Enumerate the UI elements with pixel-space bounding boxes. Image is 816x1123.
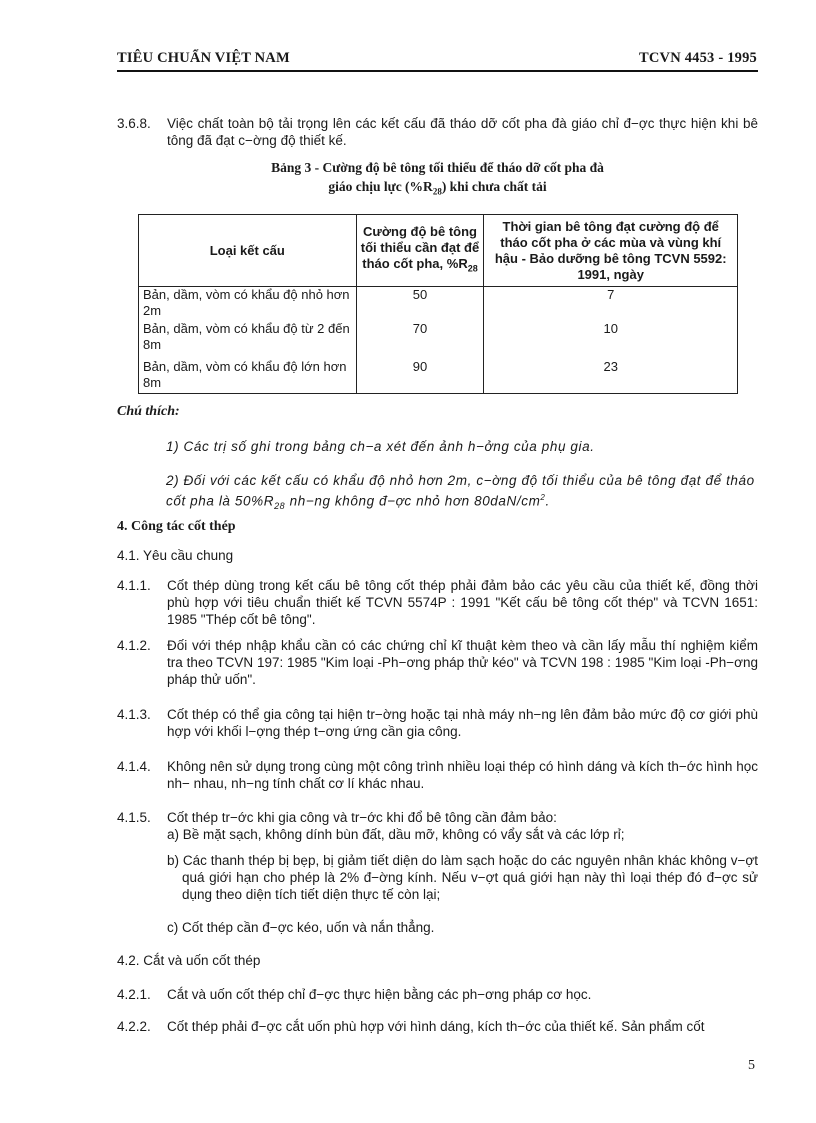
section-4-title: 4. Công tác cốt thép <box>117 519 236 534</box>
clause-text: Cốt thép tr−ớc khi gia công và tr−ớc khi đổ bê tông cần đảm bảo: <box>167 810 557 825</box>
clause-3-6-8 <box>117 115 758 149</box>
note-2-superscript: 2 <box>540 493 546 502</box>
clause-4-1-3 <box>117 706 758 740</box>
clause-number: 4.2.1. <box>117 987 151 1002</box>
clause-text: Đối với thép nhập khẩu cần có các chứng chỉ kĩ thuật kèm theo và cần lấy mẫu thí nghiệm kiểm tra theo TCVN 197: 1985 "Kim loại -Ph−ơng pháp thử kéo" và TCVN 198 : 1985 "Kim loại -Ph−ơng pháp thử uốn". <box>167 638 758 687</box>
table-row <box>139 359 738 394</box>
note-2-text-a: 2) Đối với các kết cấu có khẩu độ nhỏ hơn 2m, c−ờng độ tối thiểu của bê tông đạt để tháo cốt pha là 50%R <box>166 473 755 509</box>
clause-item-a: a) Bề mặt sạch, không dính bùn đất, dầu mỡ, không có vẩy sắt và các lớp rỉ; <box>167 827 625 842</box>
cell-structure-type: Bản, dầm, vòm có khẩu độ nhỏ hơn 2m <box>139 287 357 321</box>
note-1: 1) Các trị số ghi trong bảng ch−a xét đến ảnh h−ởng của phụ gia. <box>166 439 595 454</box>
section-4-1-title: 4.1. Yêu cầu chung <box>117 548 234 563</box>
header-standard-name: TIÊU CHUẨN VIỆT NAM <box>117 50 290 66</box>
table-3 <box>138 214 738 394</box>
clause-number: 4.2.2. <box>117 1019 151 1034</box>
table-header-curing-days: Thời gian bê tông đạt cường độ để tháo cốt pha ở các mùa và vùng khí hậu - Bảo dưỡng bê tông TCVN 5592: 1991, ngày <box>484 215 738 287</box>
note-2-text-c: . <box>545 493 550 509</box>
clause-4-2-2 <box>117 1018 758 1035</box>
clause-item-c: c) Cốt thép cần đ−ợc kéo, uốn và nắn thẳng. <box>167 920 435 935</box>
cell-structure-type: Bản, dầm, vòm có khẩu độ từ 2 đến 8m <box>139 321 357 359</box>
clause-text: Cốt thép phải đ−ợc cắt uốn phù hợp với hình dáng, kích th−ớc của thiết kế. Sản phẩm cốt <box>167 1019 705 1034</box>
clause-4-1-4 <box>117 758 758 792</box>
clause-number: 4.1.3. <box>117 707 151 722</box>
cell-strength: 90 <box>356 359 484 394</box>
page-number: 5 <box>748 1058 755 1073</box>
cell-days: 7 <box>484 287 738 321</box>
note-2 <box>166 472 758 515</box>
header-strength-text: Cường độ bê tông tối thiểu cần đạt để tháo cốt pha, %R <box>360 224 480 272</box>
table-caption <box>117 158 758 202</box>
clause-number: 4.1.4. <box>117 759 151 774</box>
note-2-subscript: 28 <box>274 501 286 512</box>
header-strength-subscript: 28 <box>467 263 478 274</box>
table-header-min-strength <box>356 215 484 287</box>
clause-number: 4.1.5. <box>117 810 151 825</box>
table-row <box>139 287 738 321</box>
note-2-text-b: nh−ng không đ−ợc nhỏ hơn 80daN/cm <box>285 493 541 509</box>
clause-text: Cốt thép có thể gia công tại hiện tr−ờng hoặc tại nhà máy nh−ng lên đảm bảo mức độ cơ giới phù hợp với khối l−ợng thép t−ơng ứng cần gia công. <box>167 707 758 739</box>
clause-text: Việc chất toàn bộ tải trọng lên các kết cấu đã tháo dỡ cốt pha đà giáo chỉ đ−ợc thực hiện khi bê tông đã đạt c−ờng độ thiết kế. <box>167 116 758 148</box>
clause-text: Không nên sử dụng trong cùng một công trình nhiều loại thép có hình dáng và kích th−ớc hình học nh− nhau, nh−ng tính chất cơ lí khác nhau. <box>167 759 758 791</box>
clause-4-1-1 <box>117 577 758 628</box>
notes-title: Chú thích: <box>117 404 180 419</box>
clause-4-1-2 <box>117 637 758 688</box>
caption-subscript: 28 <box>432 186 442 197</box>
table-caption-line-2 <box>117 177 758 202</box>
cell-structure-type: Bản, dầm, vòm có khẩu độ lớn hơn 8m <box>139 359 357 394</box>
cell-strength: 70 <box>356 321 484 359</box>
cell-days: 10 <box>484 321 738 359</box>
clause-text: Cắt và uốn cốt thép chỉ đ−ợc thực hiện bằng các ph−ơng pháp cơ học. <box>167 987 592 1002</box>
clause-number: 4.1.2. <box>117 638 151 653</box>
caption-text-b: ) khi chưa chất tải <box>441 179 547 194</box>
clause-4-2-1 <box>117 986 758 1003</box>
clause-item-b: b) Các thanh thép bị bẹp, bị giảm tiết diện do làm sạch hoặc do các nguyên nhân khác không v−ợt quá giới hạn cho phép là 2% đ−ờng kính. Nếu v−ợt quá giới hạn này thì loại thép đó đ−ợc sử dụng theo diện tích tiết diện thực tế còn lại; <box>167 853 758 902</box>
header-rule <box>117 70 758 72</box>
table-caption-line-1: Bảng 3 - Cường độ bê tông tối thiểu để tháo dỡ cốt pha đà <box>271 160 604 175</box>
table-row <box>139 321 738 359</box>
page-header <box>117 50 757 67</box>
cell-days: 23 <box>484 359 738 394</box>
clause-number: 4.1.1. <box>117 578 151 593</box>
table-header-structure-type: Loại kết cấu <box>139 215 357 287</box>
clause-4-1-5 <box>117 809 758 936</box>
clause-number: 3.6.8. <box>117 116 151 131</box>
section-4-2-title: 4.2. Cắt và uốn cốt thép <box>117 953 261 968</box>
header-standard-code: TCVN 4453 - 1995 <box>639 50 757 66</box>
caption-text-a: giáo chịu lực (%R <box>328 179 433 194</box>
cell-strength: 50 <box>356 287 484 321</box>
clause-text: Cốt thép dùng trong kết cấu bê tông cốt thép phải đảm bảo các yêu cầu của thiết kế, đồng thời phù hợp với tiêu chuẩn thiết kế TCVN 5574P : 1991 "Kết cấu bê tông cốt thép" và TCVN 1651: 1985 "Thép cốt bê tông". <box>167 578 758 627</box>
